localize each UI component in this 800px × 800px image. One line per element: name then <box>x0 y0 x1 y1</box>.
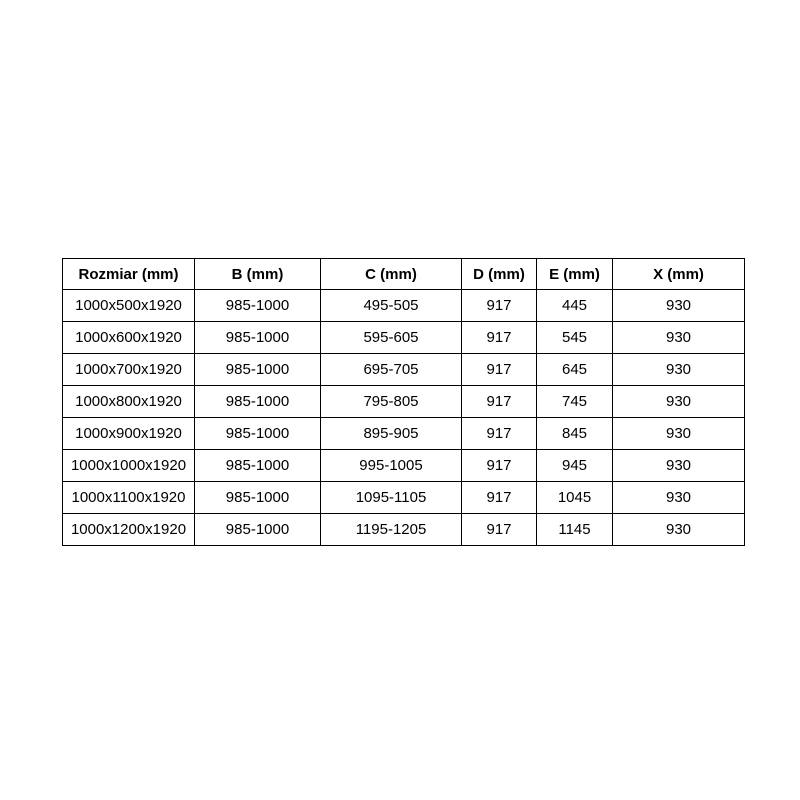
table-row <box>63 450 745 482</box>
table-row <box>63 386 745 418</box>
table-body <box>63 290 745 546</box>
table-row <box>63 290 745 322</box>
table-row <box>63 322 745 354</box>
table-cell: 1000x900x1920 <box>63 418 195 450</box>
table-cell: 745 <box>537 386 613 418</box>
table-cell: 917 <box>462 418 537 450</box>
table-cell: 795-805 <box>321 386 462 418</box>
table-cell: 930 <box>613 418 745 450</box>
table-cell: 917 <box>462 450 537 482</box>
table-cell: 1000x1100x1920 <box>63 482 195 514</box>
column-header: C (mm) <box>321 259 462 290</box>
table-cell: 985-1000 <box>195 482 321 514</box>
table-cell: 1195-1205 <box>321 514 462 546</box>
table-row <box>63 418 745 450</box>
table-cell: 930 <box>613 514 745 546</box>
table-cell: 917 <box>462 322 537 354</box>
table-cell: 1145 <box>537 514 613 546</box>
table-row <box>63 514 745 546</box>
dimensions-table <box>62 258 745 546</box>
table-cell: 595-605 <box>321 322 462 354</box>
table-cell: 985-1000 <box>195 354 321 386</box>
column-header: D (mm) <box>462 259 537 290</box>
table-cell: 1095-1105 <box>321 482 462 514</box>
table-cell: 917 <box>462 482 537 514</box>
table-cell: 1000x700x1920 <box>63 354 195 386</box>
table-cell: 985-1000 <box>195 418 321 450</box>
table-cell: 985-1000 <box>195 450 321 482</box>
table-cell: 930 <box>613 482 745 514</box>
column-header: B (mm) <box>195 259 321 290</box>
table-header <box>63 259 745 290</box>
table-cell: 995-1005 <box>321 450 462 482</box>
column-header: E (mm) <box>537 259 613 290</box>
table-cell: 1000x1000x1920 <box>63 450 195 482</box>
table-cell: 917 <box>462 290 537 322</box>
table-cell: 930 <box>613 354 745 386</box>
table-cell: 985-1000 <box>195 322 321 354</box>
table-cell: 1045 <box>537 482 613 514</box>
table-cell: 645 <box>537 354 613 386</box>
table-cell: 545 <box>537 322 613 354</box>
header-row <box>63 259 745 290</box>
table-cell: 695-705 <box>321 354 462 386</box>
table-cell: 985-1000 <box>195 514 321 546</box>
table-cell: 917 <box>462 514 537 546</box>
table-row <box>63 482 745 514</box>
table-cell: 895-905 <box>321 418 462 450</box>
table-cell: 917 <box>462 386 537 418</box>
table-cell: 917 <box>462 354 537 386</box>
table-cell: 930 <box>613 386 745 418</box>
column-header: X (mm) <box>613 259 745 290</box>
table-cell: 1000x600x1920 <box>63 322 195 354</box>
table-cell: 845 <box>537 418 613 450</box>
table-cell: 1000x1200x1920 <box>63 514 195 546</box>
table-cell: 930 <box>613 290 745 322</box>
table-cell: 945 <box>537 450 613 482</box>
table-row <box>63 354 745 386</box>
table-cell: 495-505 <box>321 290 462 322</box>
table-cell: 930 <box>613 450 745 482</box>
table-cell: 445 <box>537 290 613 322</box>
column-header: Rozmiar (mm) <box>63 259 195 290</box>
table-cell: 985-1000 <box>195 386 321 418</box>
table-cell: 1000x800x1920 <box>63 386 195 418</box>
table-cell: 1000x500x1920 <box>63 290 195 322</box>
table-cell: 930 <box>613 322 745 354</box>
table-cell: 985-1000 <box>195 290 321 322</box>
